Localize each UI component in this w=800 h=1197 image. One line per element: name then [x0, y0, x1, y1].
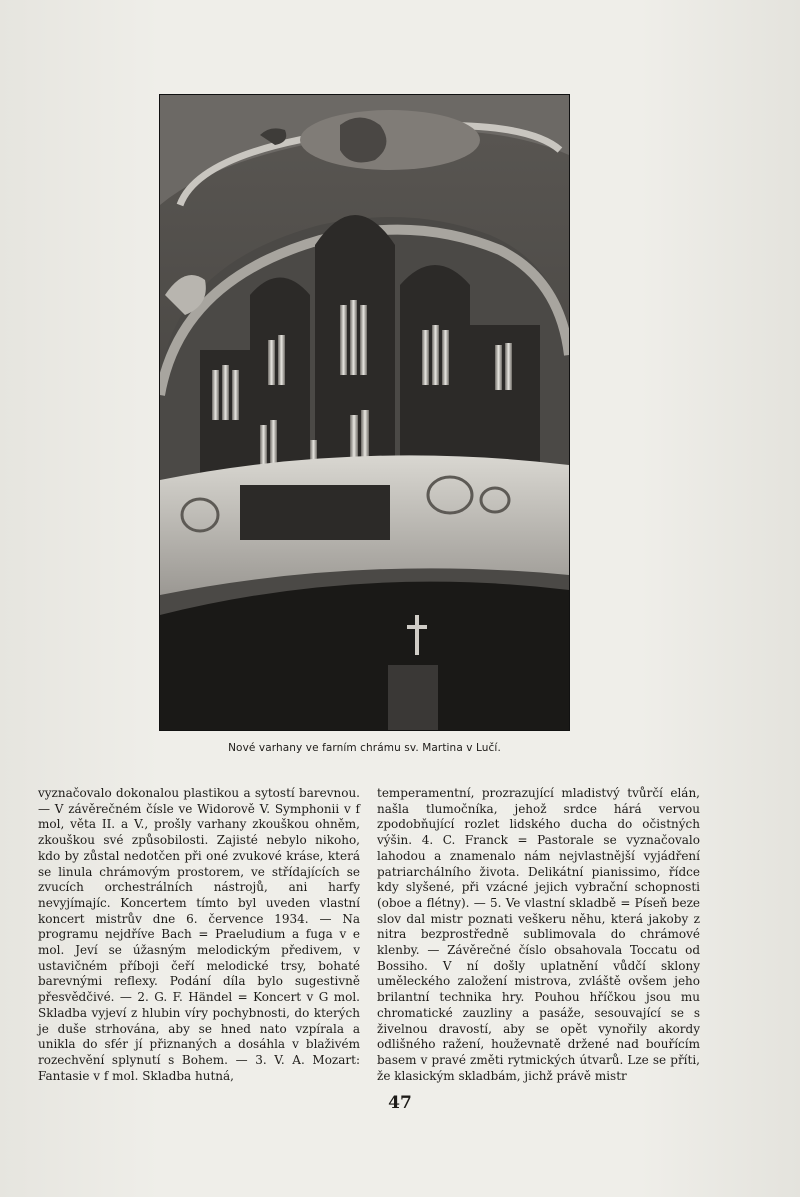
- organ-photograph: [160, 95, 569, 730]
- article-column-right: temperamentní, prozrazující mladistvý tvůrčí elán, našla tlumočníka, jehož srdce hárá vervou zpodobňující rozlet lidského ducha do očistných výšin. 4. C. Franck = Pastorale se vyznačovalo lahodou a znamenalo nám nejvlastnější vyjádření patriarchálního života. Delikátní pianissimo, řídce kdy slyšené, při vzácné jejich vybrační schopnosti (oboe a flétny). — 5. Ve vlastní skladbě = Píseň beze slov dal mistr poznati veškeru něhu, která jakoby z nitra bezprostředně sublimovala do chrámové klenby. — Závěrečné číslo obsahovala Toccatu od Bossiho. V ní došly uplatnění vůdčí sklony uměleckého založení mistrova, zvláště ovšem jeho brilantní technika hry. Pouhou hříčkou jsou mu chromatické zauzliny a pasáže, sesouvající se s živelnou dravostí, aby se opět vynořily akordy odlišného ražení, houževnatě držené nad bouřícím basem v pravé změti rytmických útvarů. Lze se příti, že klasickým skladbám, jichž právě mistr: [377, 786, 700, 1083]
- article-column-left: vyznačovalo dokonalou plastikou a sytostí barevnou. — V závěrečném čísle ve Widorově V. Symphonii v f mol, věta II. a V., prošly varhany zkouškou ohněm, zkouškou své způsobilosti. Zajisté nebylo nikoho, kdo by zůstal nedotčen při oné zvukové kráse, která se linula chrámovým prostorem, ve střídajících se zvucích orchestrálních nástrojů, ani harfy nevyjímajíc. Koncertem tímto byl uveden vlastní koncert mistrův dne 6. července 1934. — Na programu nejdříve Bach = Praeludium a fuga v e mol. Jeví se úžasným melodickým předivem, v ustavičném příboji čeří melodické trsy, bohaté barevnými reflexy. Podání díla bylo sugestivně přesvědčivé. — 2. G. F. Händel = Koncert v G mol. Skladba vyjeví z hlubin víry pochybnosti, do kterých je duše strhována, aby se hned nato vzpírala a unikla do sfér jí přiznaných a dosáhla v blaživém rozechvění splynutí s Bohem. — 3. V. A. Mozart: Fantasie v f mol. Skladba hutná,: [38, 786, 360, 1083]
- organ-photo-illustration: [160, 95, 569, 730]
- page-number: 47: [388, 1093, 412, 1113]
- photo-caption: Nové varhany ve farním chrámu sv. Martina v Lučí.: [228, 742, 501, 754]
